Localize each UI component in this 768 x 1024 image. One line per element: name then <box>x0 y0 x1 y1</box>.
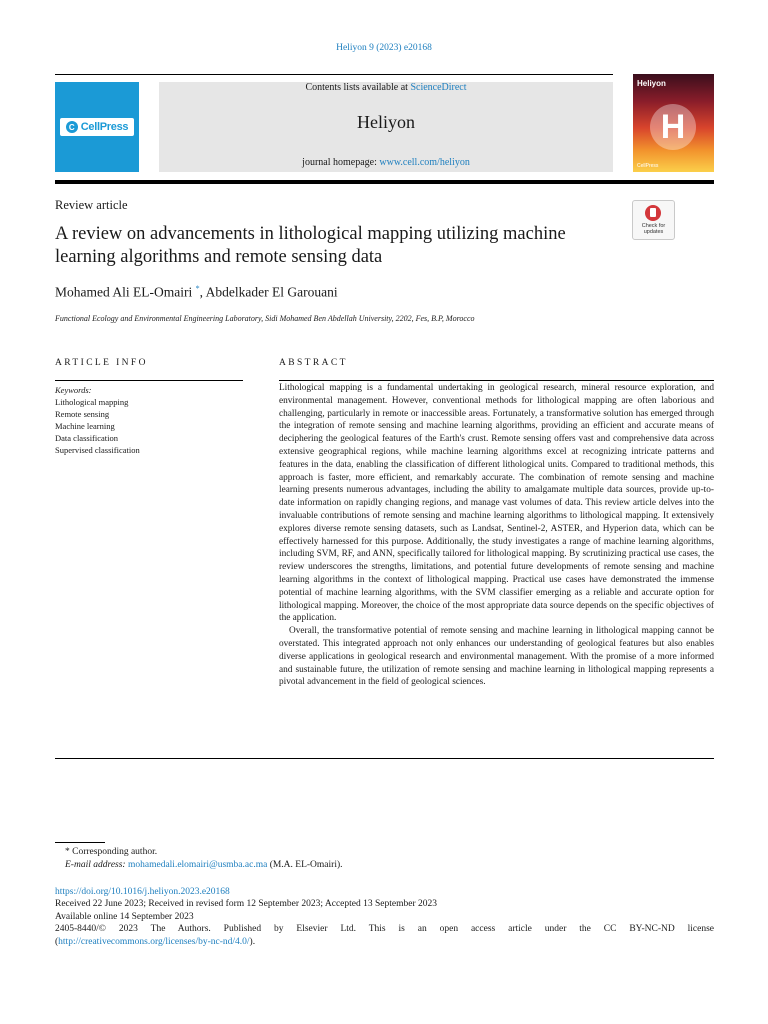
license-statement: 2405-8440/© 2023 The Authors. Published by Elsevier Ltd. This is an open access article under the CC BY-NC-ND license <box>55 924 714 935</box>
email-line <box>55 859 343 872</box>
check-for-updates-label: Check for updates <box>641 223 666 235</box>
header-top-rule <box>55 74 613 75</box>
email-link[interactable]: mohamedali.elomairi@usmba.ac.ma <box>127 860 268 870</box>
corresponding-author-note: * Corresponding author. <box>65 847 158 857</box>
cover-publisher: CellPress <box>637 163 659 169</box>
author-name[interactable]: Mohamed Ali EL-Omairi <box>55 284 193 300</box>
keywords-list <box>55 384 140 456</box>
bookmark-inner <box>650 208 656 217</box>
article-info-heading: ARTICLE INFO <box>55 358 148 368</box>
cellpress-mark-icon: C <box>66 121 78 133</box>
abstract-paragraph: Lithological mapping is a fundamental undertaking in geological research, mineral resource exploration, and environmental management. However, conventional methods for lithological mapping are often laborious and challenging, particularly in remote or inaccessible areas. Fortunately, a transformative solution has emerged through the integration of remote sensing and machine learning algorithms, providing an efficient and accurate means of deciphering the geological features of the Earth's crust. Remote sensing offers vast and comprehensive data across extensive geographical regions, while machine learning algorithms excel at recognizing intricate patterns and features in the data, enabling the classification of different lithological units. Compared to traditional methods, this approach is faster, more efficient, and remarkably accurate. The combination of remote sensing and machine learning presents numerous advantages, including the ability to amalgamate multiple data sources, provide up-to-date information on rapidly changing regions, and manage vast volumes of data. This review article delves into the invaluable contributions of remote sensing and machine learning algorithms to lithological mapping. It extensively explores diverse remote sensing datasets, such as Landsat, Sentinel-2, ASTER, and Hyperion data, which can be effectively harnessed for this purpose. Additionally, the study investigates a range of machine learning algorithms, including SVM, RF, and ANN, specifically tailored for lithological mapping. By scrutinizing practical use cases, the review underscores the strengths, limitations, and potential future developments of remote sensing and machine learning algorithms in the context of lithological mapping. Practical use cases have demonstrated the immense potential of machine learning algorithms, with the SVM classifier emerging as a reliable and accurate option for lithological mapping. Moreover, the choice of the most appropriate data source depends on the specific objectives of the application. <box>279 383 714 624</box>
article-title: A review on advancements in lithological mapping utilizing machine learning algorithms and remote sensing data <box>55 224 566 267</box>
keywords-label: Keywords: <box>55 385 92 395</box>
corresponding-author-footnote <box>55 846 343 872</box>
author-list <box>55 284 338 301</box>
abstract-paragraph: Overall, the transformative potential of remote sensing and machine learning in lithological mapping cannot be overstated. This integrated approach not only enhances our understanding of geological features but also enables diverse applications in geological research and environmental management. With the promise of a more informed and sustainable future, the utilization of remote sensing and machine learning in lithological mapping represents a pivotal advancement in the field of geological sciences. <box>279 626 714 688</box>
journal-title: Heliyon <box>357 112 415 132</box>
keyword-item: Lithological mapping <box>55 397 129 407</box>
contents-prefix: Contents lists available at <box>305 82 411 93</box>
cover-title: Heliyon <box>637 79 666 88</box>
abstract-text <box>279 382 714 689</box>
license-url-line <box>55 936 714 948</box>
keyword-item: Supervised classification <box>55 445 140 455</box>
abstract-rule <box>279 380 714 381</box>
journal-cover-thumbnail[interactable] <box>633 74 714 172</box>
author-name[interactable]: Abdelkader El Garouani <box>205 284 338 300</box>
keyword-item: Machine learning <box>55 421 115 431</box>
footnote-rule <box>55 842 105 843</box>
keyword-item: Data classification <box>55 433 119 443</box>
homepage-prefix: journal homepage: <box>302 157 380 168</box>
license-open-paren: ( <box>55 936 59 947</box>
article-info-rule <box>55 380 243 381</box>
corresponding-author-marker[interactable]: * <box>195 284 200 293</box>
publication-info <box>55 886 714 948</box>
license-link[interactable]: http://creativecommons.org/licenses/by-nc-nd/4.0/ <box>58 936 250 947</box>
email-owner: (M.A. EL-Omairi). <box>267 860 343 870</box>
available-online-date: Available online 14 September 2023 <box>55 911 194 922</box>
doi-link[interactable]: https://doi.org/10.1016/j.heliyon.2023.e20168 <box>55 887 230 897</box>
cellpress-logo-text: CellPress <box>80 121 129 133</box>
abstract-bottom-rule <box>55 758 714 759</box>
homepage-link[interactable]: www.cell.com/heliyon <box>379 157 470 168</box>
article-type: Review article <box>55 198 128 212</box>
author-affiliation: Functional Ecology and Environmental Engineering Laboratory, Sidi Mohamed Ben Abdellah University, 2202, Fes, B.P, Morocco <box>55 314 475 323</box>
keyword-item: Remote sensing <box>55 409 110 419</box>
header-bottom-rule <box>55 180 714 184</box>
received-dates: Received 22 June 2023; Received in revised form 12 September 2023; Accepted 13 September 2023 <box>55 899 438 910</box>
license-close-paren: ). <box>249 936 256 947</box>
contents-availability <box>159 82 613 93</box>
journal-homepage <box>159 157 613 168</box>
email-label: E-mail address: <box>65 860 126 870</box>
check-for-updates-button[interactable] <box>632 200 675 240</box>
author-separator: , <box>199 284 206 300</box>
abstract-heading: ABSTRACT <box>279 358 348 368</box>
cover-letter: H <box>660 108 686 146</box>
journal-citation[interactable]: Heliyon 9 (2023) e20168 <box>336 43 432 53</box>
sciencedirect-link[interactable]: ScienceDirect <box>410 82 467 93</box>
cellpress-logo[interactable] <box>60 118 134 136</box>
